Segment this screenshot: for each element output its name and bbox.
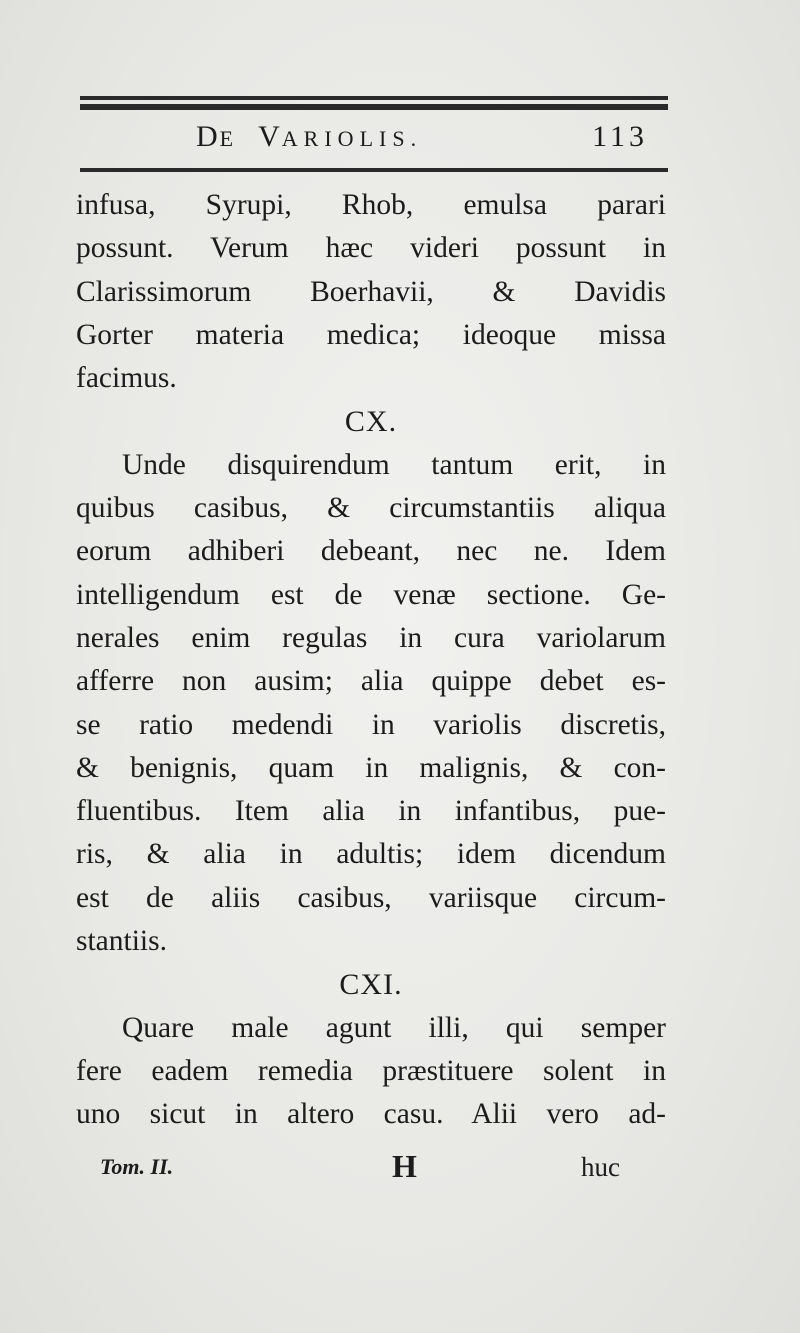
page-number: 113: [592, 120, 648, 153]
main-text: [76, 184, 666, 1137]
text-line: nerales enim regulas in cura variolarum: [76, 621, 666, 654]
text-line: fluentibus. Item alia in infantibus, pue-: [76, 795, 666, 828]
text-line: infusa, Syrupi, Rhob, emulsa parari: [76, 189, 666, 221]
catchword: huc: [581, 1152, 620, 1182]
text-line: eorum adhiberi debeant, nec ne. Idem: [76, 535, 666, 568]
gathering-signature: H: [392, 1148, 417, 1184]
text-line: Clarissimorum Boerhavii, & Davidis: [76, 275, 666, 308]
text-line: se ratio medendi in variolis discretis,: [76, 708, 666, 741]
text-line: quibus casibus, & circumstantiis aliqua: [76, 492, 666, 525]
text-line: facimus.: [76, 362, 177, 395]
title-rest-v: ARIOLIS.: [281, 126, 423, 151]
text-line: intelligendum est de venæ sectione. Ge-: [76, 578, 666, 611]
text-line: uno sicut in altero casu. Alii vero ad-: [76, 1098, 666, 1131]
text-line: afferre non ausim; alia quippe debet es-: [76, 665, 666, 698]
text-line: Quare male agunt illi, qui semper: [122, 1011, 666, 1044]
header-rule: [80, 168, 668, 172]
section-heading-cx: CX.: [344, 405, 398, 439]
text-line: ris, & alia in adultis; idem dicendum: [76, 838, 666, 871]
text-line: Unde disquirendum tantum erit, in: [122, 448, 666, 481]
title-initial-v: V: [258, 120, 282, 153]
section-heading-cxi: CXI.: [339, 968, 403, 1002]
header-double-rule: [80, 96, 668, 110]
running-title: [196, 120, 422, 154]
text-line: est de aliis casibus, variisque circum-: [76, 881, 666, 914]
volume-signature: Tom. II.: [100, 1154, 174, 1179]
text-line: possunt. Verum hæc videri possunt in: [76, 232, 666, 265]
text-line: & benignis, quam in malignis, & con-: [76, 751, 666, 784]
title-rest-de: E: [219, 126, 240, 151]
page-footer: [100, 1148, 620, 1192]
text-line: Gorter materia medica; ideoque missa: [76, 318, 666, 351]
text-line: stantiis.: [76, 925, 167, 958]
text-line: fere eadem remedia præstituere solent in: [76, 1054, 666, 1087]
running-header: [80, 118, 668, 168]
title-initial-de: D: [196, 120, 220, 153]
